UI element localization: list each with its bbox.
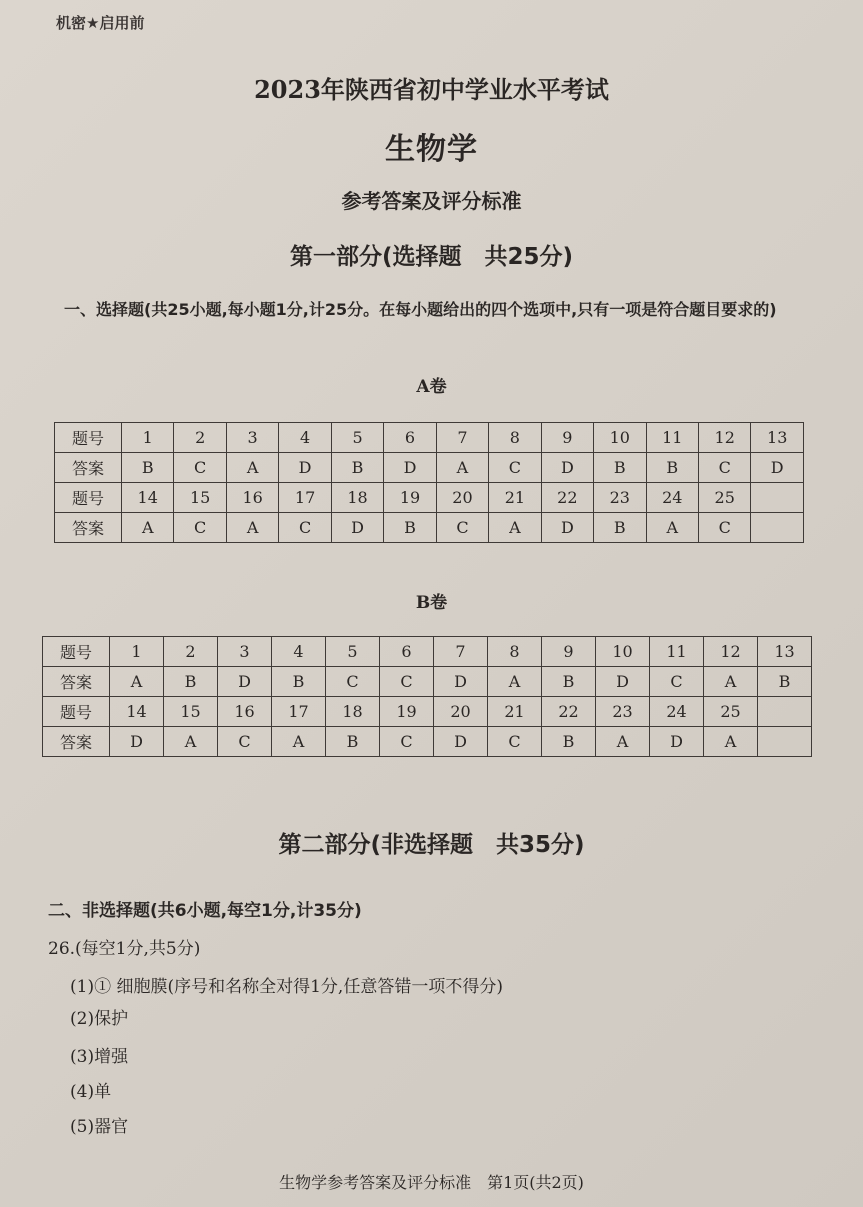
table-cell: B [384, 513, 436, 543]
table-cell: A [272, 727, 326, 757]
table-cell: 9 [541, 423, 593, 453]
table-cell: A [596, 727, 650, 757]
table-cell: 17 [272, 697, 326, 727]
table-cell: C [174, 513, 226, 543]
table-cell: 7 [434, 637, 488, 667]
table-cell: 8 [488, 637, 542, 667]
table-cell: 20 [434, 697, 488, 727]
table-cell: 6 [380, 637, 434, 667]
table-cell: B [164, 667, 218, 697]
table-cell: D [384, 453, 436, 483]
table-cell: 13 [751, 423, 804, 453]
table-cell: A [704, 667, 758, 697]
q26-answer-3: (3)增强 [70, 1047, 129, 1067]
table-cell: 2 [164, 637, 218, 667]
subject-title: 生物学 [385, 132, 478, 167]
table-cell: 18 [326, 697, 380, 727]
table-cell: 15 [164, 697, 218, 727]
table-cell: 23 [594, 483, 646, 513]
table-cell: 19 [384, 483, 436, 513]
paper-b-label: B卷 [415, 593, 448, 613]
table-cell: 3 [226, 423, 278, 453]
question-26-title: 26.(每空1分,共5分) [48, 939, 201, 959]
table-cell: B [646, 453, 698, 483]
table-cell [758, 727, 812, 757]
question-number-row [55, 423, 804, 453]
table-cell: D [541, 513, 593, 543]
table-cell: 4 [279, 423, 331, 453]
table-cell: 25 [704, 697, 758, 727]
table-cell: B [122, 453, 174, 483]
paper-a-answer-table [54, 422, 804, 543]
table-cell: D [110, 727, 164, 757]
paper-a-label: A卷 [416, 377, 447, 397]
table-cell [758, 697, 812, 727]
table-cell: 11 [646, 423, 698, 453]
page-footer: 生物学参考答案及评分标准 第1页(共2页) [279, 1173, 584, 1192]
table-cell: D [434, 667, 488, 697]
table-cell: 21 [489, 483, 541, 513]
table-cell: B [542, 667, 596, 697]
table-cell: B [594, 513, 646, 543]
table-cell: B [594, 453, 646, 483]
table-cell: D [596, 667, 650, 697]
table-cell: 15 [174, 483, 226, 513]
table-cell: 23 [596, 697, 650, 727]
table-cell: 9 [542, 637, 596, 667]
document-subtitle: 参考答案及评分标准 [341, 189, 522, 213]
table-cell: 7 [436, 423, 488, 453]
table-cell: A [704, 727, 758, 757]
table-cell: B [542, 727, 596, 757]
q26-answer-1: (1)① 细胞膜(序号和名称全对得1分,任意答错一项不得分) [70, 977, 503, 997]
table-cell: 6 [384, 423, 436, 453]
table-cell: 21 [488, 697, 542, 727]
table-cell: A [226, 513, 278, 543]
table-cell: A [489, 513, 541, 543]
answer-row [55, 513, 804, 543]
section2-title: 二、非选择题(共6小题,每空1分,计35分) [48, 901, 362, 921]
table-cell: A [226, 453, 278, 483]
table-cell: C [279, 513, 331, 543]
table-cell: C [488, 727, 542, 757]
answer-row [43, 667, 812, 697]
row-header-cell: 答案 [55, 513, 122, 543]
table-cell: 14 [122, 483, 174, 513]
table-cell: D [751, 453, 804, 483]
table-cell: D [541, 453, 593, 483]
table-cell: 19 [380, 697, 434, 727]
table-cell: D [279, 453, 331, 483]
q26-answer-4: (4)单 [70, 1082, 112, 1102]
table-cell: A [164, 727, 218, 757]
q26-answer-5: (5)器官 [70, 1117, 129, 1137]
table-cell: 25 [698, 483, 750, 513]
table-cell: C [650, 667, 704, 697]
table-cell: 20 [436, 483, 488, 513]
table-cell: D [650, 727, 704, 757]
table-cell: C [174, 453, 226, 483]
question-number-row [43, 697, 812, 727]
table-cell: 2 [174, 423, 226, 453]
table-cell: 17 [279, 483, 331, 513]
table-cell [751, 513, 804, 543]
table-cell: 8 [489, 423, 541, 453]
table-cell: 5 [331, 423, 383, 453]
table-cell: B [326, 727, 380, 757]
table-cell: C [698, 513, 750, 543]
row-header-cell: 题号 [55, 483, 122, 513]
part1-instructions: 一、选择题(共25小题,每小题1分,计25分。在每小题给出的四个选项中,只有一项是符合题目要求的) [64, 300, 777, 319]
table-cell: 12 [698, 423, 750, 453]
row-header-cell: 题号 [55, 423, 122, 453]
table-cell: 13 [758, 637, 812, 667]
table-cell: 18 [331, 483, 383, 513]
table-cell: 5 [326, 637, 380, 667]
table-cell: A [110, 667, 164, 697]
question-number-row [43, 637, 812, 667]
confidential-mark: 机密★启用前 [56, 14, 145, 32]
table-cell: C [380, 727, 434, 757]
answer-row [43, 727, 812, 757]
q26-answer-2: (2)保护 [70, 1009, 129, 1029]
table-cell: 1 [122, 423, 174, 453]
table-cell: 10 [594, 423, 646, 453]
table-cell: B [331, 453, 383, 483]
table-cell: 16 [226, 483, 278, 513]
table-cell: 12 [704, 637, 758, 667]
row-header-cell: 答案 [43, 667, 110, 697]
table-cell: A [646, 513, 698, 543]
row-header-cell: 题号 [43, 697, 110, 727]
table-cell: C [326, 667, 380, 697]
table-cell: D [218, 667, 272, 697]
table-cell: A [436, 453, 488, 483]
table-cell: C [380, 667, 434, 697]
exam-title: 2023年陕西省初中学业水平考试 [254, 75, 609, 104]
table-cell: 16 [218, 697, 272, 727]
row-header-cell: 答案 [55, 453, 122, 483]
table-cell: 22 [542, 697, 596, 727]
table-cell: 4 [272, 637, 326, 667]
table-cell: 1 [110, 637, 164, 667]
part2-heading: 第二部分(非选择题 共35分) [278, 832, 585, 858]
table-cell: 22 [541, 483, 593, 513]
paper-b-answer-table [42, 636, 812, 757]
question-number-row [55, 483, 804, 513]
row-header-cell: 题号 [43, 637, 110, 667]
table-cell: D [434, 727, 488, 757]
table-cell: C [698, 453, 750, 483]
table-cell [751, 483, 804, 513]
table-cell: C [218, 727, 272, 757]
answer-row [55, 453, 804, 483]
table-cell: B [758, 667, 812, 697]
table-cell: B [272, 667, 326, 697]
table-cell: 11 [650, 637, 704, 667]
table-cell: C [436, 513, 488, 543]
table-cell: 3 [218, 637, 272, 667]
part1-heading: 第一部分(选择题 共25分) [289, 244, 574, 270]
table-cell: C [489, 453, 541, 483]
row-header-cell: 答案 [43, 727, 110, 757]
table-cell: A [488, 667, 542, 697]
table-cell: 24 [646, 483, 698, 513]
table-cell: 14 [110, 697, 164, 727]
table-cell: 24 [650, 697, 704, 727]
table-cell: D [331, 513, 383, 543]
table-cell: A [122, 513, 174, 543]
table-cell: 10 [596, 637, 650, 667]
